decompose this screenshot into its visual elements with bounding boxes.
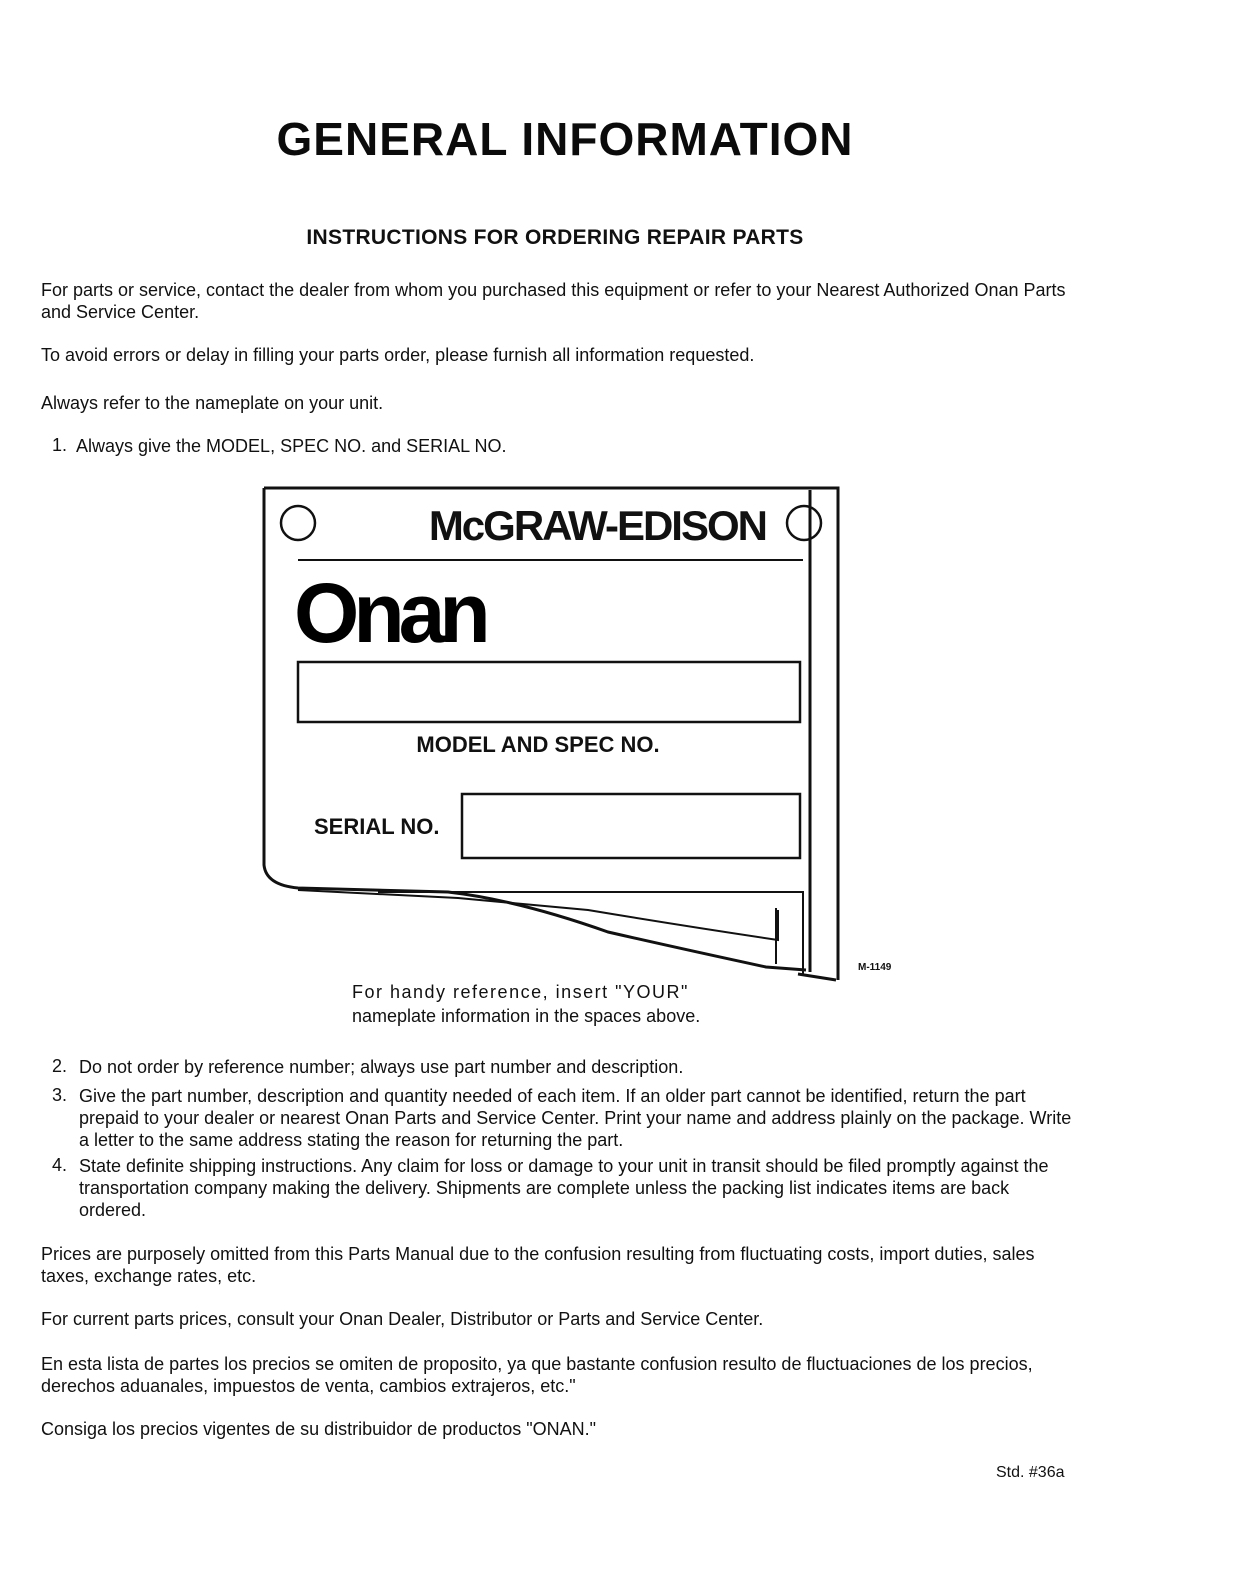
spanish-prices-note: En esta lista de partes los precios se omiten de proposito, ya que bastante confusion resulto de fluctuaciones de los precios, derechos aduanales, impuestos de venta, cambios extrajeros, etc." [41,1354,1033,1396]
current-prices-note: For current parts prices, consult your Onan Dealer, Distributor or Parts and Service Center. [41,1309,764,1329]
list-number: 3. [52,1085,68,1105]
list-number: 1. [52,435,68,455]
model-spec-label: MODEL AND SPEC NO. [416,732,660,757]
standard-code: Std. #36a [996,1464,1065,1481]
caption-line: nameplate information in the spaces above. [352,1006,701,1026]
mounting-hole-icon [281,506,315,540]
model-spec-field [298,662,800,722]
list-item: Give the part number, description and quantity needed of each item. If an older part cannot be identified, return the part prepaid to your dealer or nearest Onan Parts and Service Center. Print your name and address plainly on the package. Write a letter to the same address stating the reason for returning the part. [79,1086,1072,1150]
list-item: Always give the MODEL, SPEC NO. and SERIAL NO. [76,436,507,456]
serial-field [462,794,800,858]
caption-line: For handy reference, insert "YOUR" [352,982,689,1002]
page-title: GENERAL INFORMATION [276,113,854,165]
intro-paragraph-furnish-info: To avoid errors or delay in filling your parts order, please furnish all information requested. [41,345,755,365]
list-item: Do not order by reference number; always use part number and description. [79,1057,684,1077]
figure-code: M-1149 [858,962,892,973]
figure-caption [352,980,762,1028]
mounting-hole-icon [787,506,821,540]
brand-name: McGRAW-EDISON [428,502,766,549]
list-item: State definite shipping instructions. Any claim for loss or damage to your unit in transit should be filed promptly against the transportation company making the delivery. Shipments are complete unless the packing list indicates items are back ordered. [79,1156,1049,1220]
intro-paragraph-nameplate: Always refer to the nameplate on your unit. [41,393,384,413]
intro-paragraph-contact: For parts or service, contact the dealer from whom you purchased this equipment or refer to your Nearest Authorized Onan Parts and Service Center. [41,280,1066,322]
list-number: 4. [52,1155,68,1175]
nameplate-illustration [258,480,848,990]
serial-label: SERIAL NO. [314,814,440,839]
onan-logo: Onan [294,566,485,660]
section-heading: INSTRUCTIONS FOR ORDERING REPAIR PARTS [306,226,804,249]
prices-note: Prices are purposely omitted from this Parts Manual due to the confusion resulting from fluctuating costs, import duties, sales taxes, exchange rates, etc. [41,1244,1035,1286]
list-number: 2. [52,1056,68,1076]
spanish-consult-note: Consiga los precios vigentes de su distribuidor de productos "ONAN." [41,1419,597,1439]
